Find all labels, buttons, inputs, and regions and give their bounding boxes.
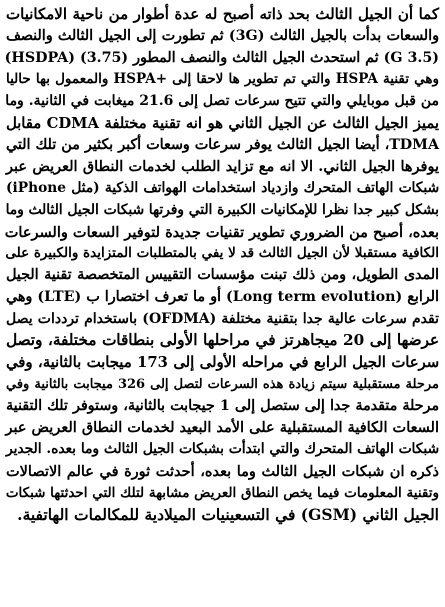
text-line: المدى الطويل، ومن ذلك تبنت مؤسسات التقييس المتخصصة تقنية الجيل [6, 267, 439, 283]
text-line: وتقنية المعلومات فيما يخص النطاق العريض مشابهة لتلك التي احدثتها شبكات [5, 484, 439, 501]
text-line: بشكل كبير جدا نظرا للإمكانيات الكبيرة التي وفرتها شبكات الجيل الثالث وما [5, 201, 439, 218]
text-line: بعده، أصبح من الضروري تطوير تقنيات جديدة لتوفير السعات والسرعات [4, 223, 439, 241]
text-line: يوفرها الجيل الثاني. الا انه مع تزايد الطلب لخدمات النطاق العريض عبر [6, 158, 439, 176]
text-line: الكافية مستقبلا لأن الجيل الثالث قد لا يفي بالمتطلبات المتزايدة والكبيرة على [5, 245, 439, 262]
text-line: ذكره ان شبكات الجيل الثالث وما بعده، أحدثت ثورة في عالم الاتصالات [6, 462, 439, 480]
text-line: الرابع (Long term evolution) أو ما تعرف اختصارا ب (LTE) وهي [6, 288, 439, 305]
text-line: من قبل موبايلي والتي تتيح سرعات تصل إلى 21.6 ميغابت في الثانية. وما [5, 93, 439, 109]
text-line: عرضها إلى 20 ميجاهرتز في مراحلها الأولى بنطاقات مختلفة، وتصل [6, 331, 440, 350]
text-line: يميز الجيل الثالث عن الجيل الثاني هو انه تقنية مختلفة CDMA مقابل [6, 114, 439, 132]
text-line: شبكات الهاتف المتحرك والتي ابتدأت بشبكات الجيل الثالث وما بعده. الجدير [6, 441, 439, 457]
text-line: TDMA، أيضا الجيل الثالث يوفر سرعات وسعات أكبر بكثير من تلك التي [6, 136, 439, 153]
text-line: سرعات الجيل الرابع في مراحله الأولى إلى 173 ميجابت بالثانية، وفي [6, 354, 440, 371]
text-line: السعات الكافية المستقبلية على الأمد البعيد لخدمات النطاق العريض عبر [5, 419, 439, 437]
text-line: تقدم سرعات عالية جدا بتقنية مختلفة (OFDMA) باستخدام ترددات يصل [6, 310, 439, 327]
body-paragraph [6, 4, 439, 526]
text-line: (3.5 G) ثم استحدث الجيل الثالث والنصف المطور (3.75) (HSDPA) [4, 49, 439, 66]
text-line: مرحلة مستقبلية سيتم زيادة هذه السرعات لتصل إلى 326 ميجابت بالثانية وفي [6, 376, 439, 392]
text-line: شبكات الهاتف المتحرك وازدياد استخدامات الهواتف الذكية (مثل iPhone) [6, 180, 439, 196]
text-line: وهي تقنية HSPA والتي تم تطوير ها لاحقا إلى +HSPA والمعمول بها حاليا [6, 71, 439, 88]
text-line: الجيل الثاني (GSM) في التسعينيات الميلادية للمكالمات الهاتفية. [17, 505, 439, 525]
text-line: والسعات بدأت بالجيل الثالث (3G) ثم تطورت إلى الجيل الثالث والنصف [6, 27, 439, 44]
text-line: مرحلة متقدمة جدا إلى ستصل إلى 1 جيجابت بالثانية، وستوفر تلك التقنية [6, 397, 439, 414]
text-line: كما أن الجيل الثالث بحد ذاته أصبح له عدة أطوار من ناحية الامكانيات [6, 5, 439, 23]
